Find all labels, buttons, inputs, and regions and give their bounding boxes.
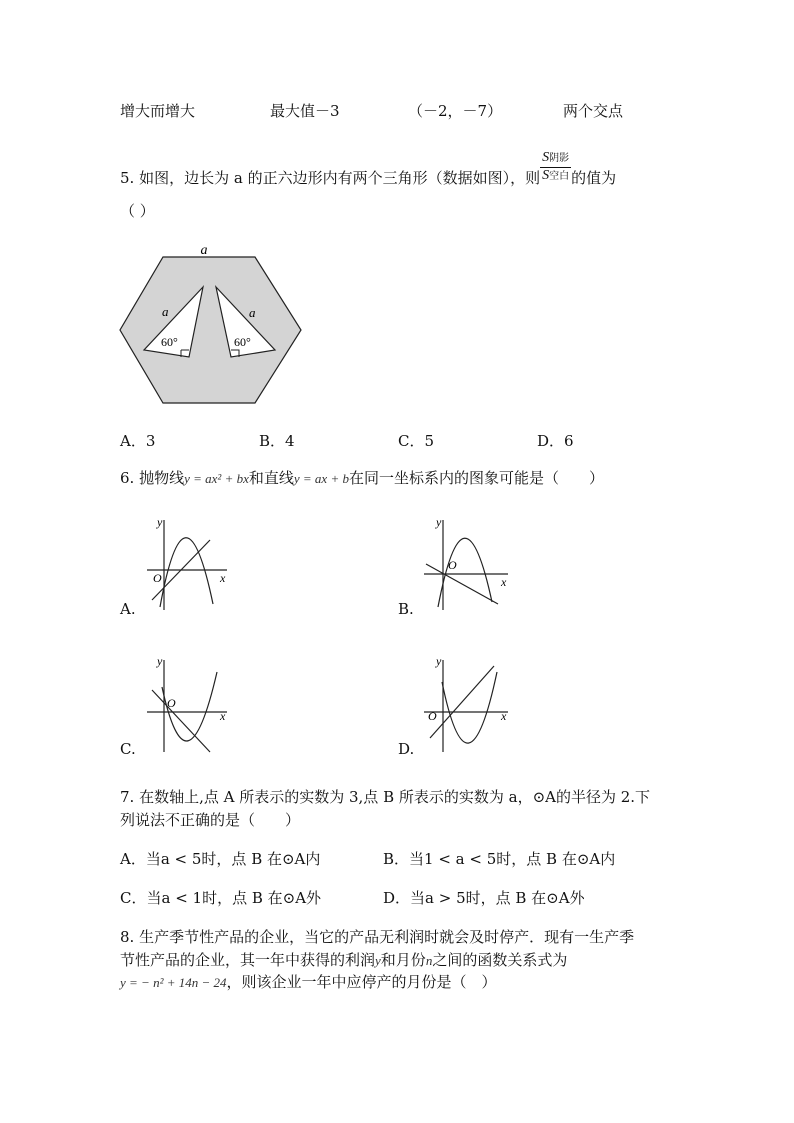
svg-text:O: O <box>167 696 176 710</box>
svg-text:x: x <box>220 571 226 585</box>
svg-text:y: y <box>436 515 442 529</box>
q7-option-d: D．当a > 5时，点 B 在⊙A外 <box>383 889 585 907</box>
q6-expr-parabola: y = ax² + bx <box>184 471 249 486</box>
graph-b <box>422 512 517 612</box>
q6-option-d: D. <box>398 740 415 758</box>
q8-line3: y = − n² + 14n − 24，则该企业一年中应停产的月份是（ ） <box>120 973 497 991</box>
q5-option-c: C．5 <box>398 432 435 450</box>
prev-answer-1: 增大而增大 <box>120 102 196 120</box>
svg-text:x: x <box>220 709 226 723</box>
graph-a-parabola <box>160 538 213 607</box>
svg-text:y: y <box>157 654 163 668</box>
svg-text:O: O <box>428 709 437 723</box>
prev-answer-3: （－2，－7） <box>408 102 503 120</box>
svg-text:x: x <box>501 709 507 723</box>
hexagon-side-label: a <box>200 243 208 258</box>
q6-option-c: C. <box>120 740 136 758</box>
hexagon-figure <box>115 240 315 410</box>
q8-line1: 8. 生产季节性产品的企业，当它的产品无利润时就会及时停产．现有一生产季 <box>120 928 635 946</box>
svg-text:x: x <box>501 575 507 589</box>
q5-text-before: 如图，边长为 a 的正六边形内有两个三角形（数据如图），则 <box>139 169 541 187</box>
q6-stem: 6. 抛物线y = ax² + bx和直线y = ax + b在同一坐标系内的图象可能是（ ） <box>120 469 604 487</box>
graph-b-line <box>426 564 498 604</box>
q6-number: 6. <box>120 469 135 487</box>
q8-var-y: y <box>375 953 381 968</box>
q5-paren: （ ） <box>120 202 155 220</box>
q8-function-expr: y = − n² + 14n − 24 <box>120 975 227 990</box>
q5-fraction: $\frac{\text{S阴影}}{\text{S空白}}$ <box>542 149 570 183</box>
q7-option-a: A．当a < 5时，点 B 在⊙A内 <box>120 850 321 868</box>
prev-answer-4: 两个交点 <box>563 102 624 120</box>
q5-stem <box>120 143 616 213</box>
graph-d <box>422 654 517 754</box>
graph-d-parabola <box>442 672 497 743</box>
graph-d-line <box>430 666 494 738</box>
svg-text:y: y <box>157 515 163 529</box>
graph-c-line <box>152 690 210 752</box>
left-angle-label: 60° <box>161 335 178 349</box>
q5-option-d: D．6 <box>537 432 574 450</box>
q6-option-a: A. <box>120 600 136 618</box>
right-angle-label: 60° <box>234 335 251 349</box>
q5-option-a: A．3 <box>120 432 156 450</box>
svg-text:O: O <box>448 558 457 572</box>
q5-number: 5. <box>120 169 135 187</box>
q7-line2: 列说法不正确的是（ ） <box>120 811 301 829</box>
q5-text-after: 的值为 <box>571 169 617 187</box>
graph-a <box>145 512 235 612</box>
q6-expr-line: y = ax + b <box>293 471 349 486</box>
svg-text:O: O <box>153 571 162 585</box>
right-triangle-side-label: a <box>249 305 256 320</box>
graph-c <box>145 654 235 754</box>
left-triangle-side-label: a <box>162 304 169 319</box>
q6-option-b: B. <box>398 600 414 618</box>
q5-option-b: B．4 <box>259 432 295 450</box>
svg-text:y: y <box>436 654 442 668</box>
q7-line1: 7. 在数轴上,点 A 所表示的实数为 3,点 B 所表示的实数为 a，⊙A的半径为 2.下 <box>120 788 651 806</box>
q7-option-b: B．当1 < a < 5时，点 B 在⊙A内 <box>383 850 616 868</box>
hexagon-shape <box>120 257 301 403</box>
q7-option-c: C．当a < 1时，点 B 在⊙A外 <box>120 889 322 907</box>
q8-var-n: n <box>425 953 433 968</box>
prev-answer-2: 最大值－3 <box>270 102 340 120</box>
q8-line2: 节性产品的企业，其一年中获得的利润y和月份n之间的函数关系式为 <box>120 951 568 969</box>
